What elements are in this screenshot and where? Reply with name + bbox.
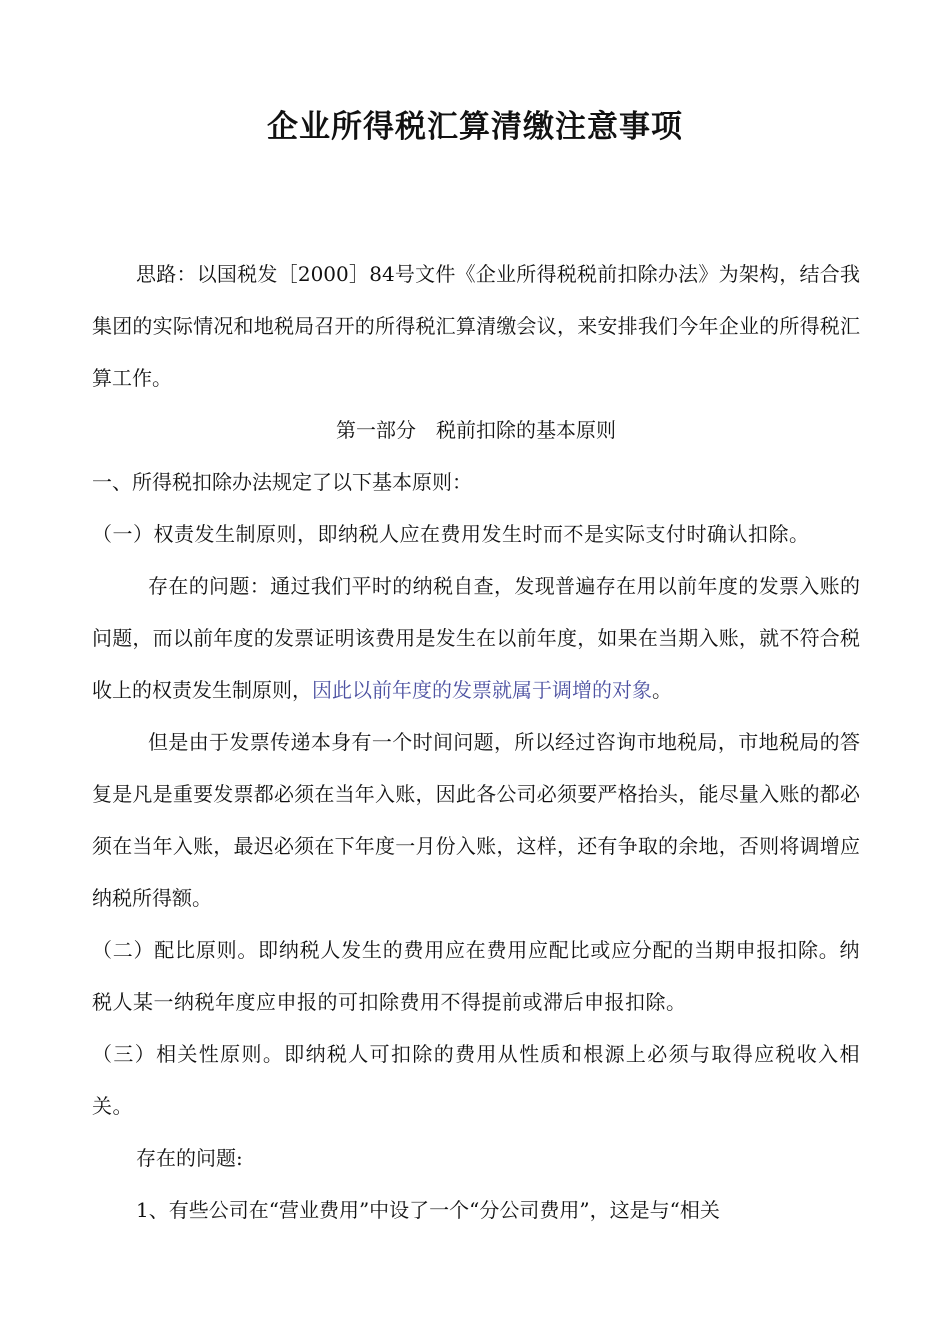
problem-text: 存在的问题：通过我们平时的纳税自查，发现普遍存在用以前年度的发票入账的问题，而以前年度的发票证明该费用是发生在以前年度，如果在当期入账，就不符合税收上的权责发生制原则， <box>92 574 860 702</box>
principle-item-1: （一）权责发生制原则，即纳税人应在费用发生时而不是实际支付时确认扣除。 <box>92 522 810 546</box>
part-heading: 第一部分 税前扣除的基本原则 <box>336 418 616 442</box>
intro-paragraph: 思路：以国税发［2000］84号文件《企业所得税税前扣除办法》为架构，结合我集团的实际情况和地税局召开的所得税汇算清缴会议，来安排我们今年企业的所得税汇算工作。 <box>92 262 860 390</box>
highlighted-text: 因此以前年度的发票就属于调增的对象 <box>312 678 652 702</box>
followup-paragraph: 但是由于发票传递本身有一个时间问题，所以经过咨询市地税局，市地税局的答复是凡是重要发票都必须在当年入账，因此各公司必须要严格抬头，能尽量入账的都必须在当年入账，最迟必须在下年度一月份入账，这样，还有争取的余地，否则将调增应纳税所得额。 <box>92 730 860 910</box>
document-title: 企业所得税汇算清缴注意事项 <box>267 109 683 145</box>
problem-paragraph-1 <box>92 560 860 716</box>
problem-heading: 存在的问题: <box>136 1146 243 1170</box>
problem-list-item: 1、有些公司在“营业费用”中设了一个“分公司费用”，这是与“相关 <box>136 1198 720 1222</box>
section-heading: 一、所得税扣除办法规定了以下基本原则： <box>92 470 472 494</box>
principle-item-3: （三）相关性原则。即纳税人可扣除的费用从性质和根源上必须与取得应税收入相关。 <box>92 1042 860 1118</box>
principle-item-2: （二）配比原则。即纳税人发生的费用应在费用应配比或应分配的当期申报扣除。纳税人某一纳税年度应申报的可扣除费用不得提前或滞后申报扣除。 <box>92 938 860 1014</box>
problem-text-end: 。 <box>652 678 672 702</box>
document-body <box>92 248 860 1236</box>
